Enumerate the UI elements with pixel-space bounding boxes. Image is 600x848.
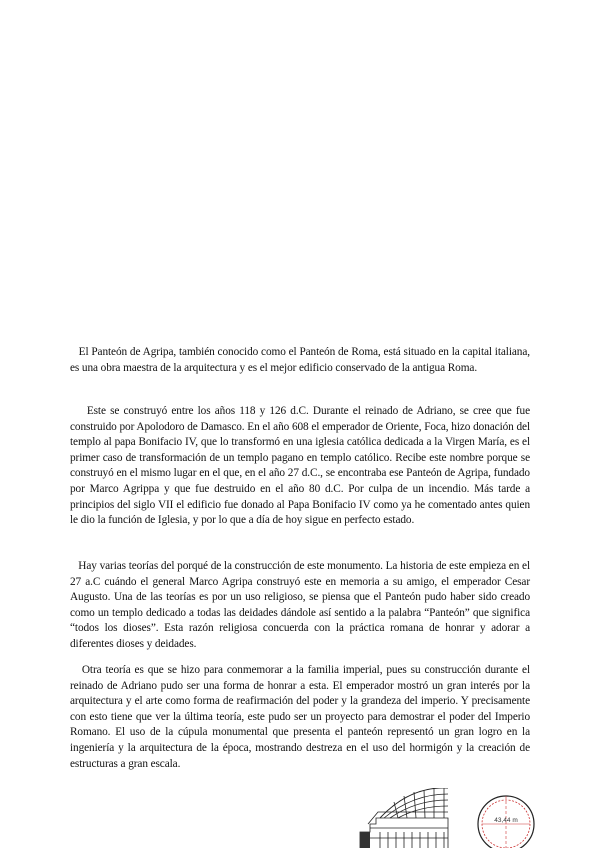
paragraph-history <box>70 404 530 529</box>
paragraph-text: Hay varias teorías del porqué de la construcción de este monumento. La historia de este empieza en el 27 a.C cuándo el general Marco Agripa construyó este en memoria a su amigo, el emperador Cesar Augusto. Una de las teorías es por un uso religioso, se piensa que el Panteón pudo haber sido creado como un templo dedicado a todas las deidades dándole así sentido a la palabra “Panteón” que significa “todos los dioses”. Esta razón religiosa concuerda con la práctica romana de honrar y adorar a diferentes dioses y deidades. <box>70 560 530 650</box>
portico-shadow <box>360 832 370 848</box>
circle-diagram <box>478 796 534 848</box>
paragraph-text: Este se construyó entre los años 118 y 126 d.C. Durante el reinado de Adriano, se cree que fue construido por Apolodoro de Damasco. En el año 608 el emperador de Oriente, Foca, hizo donación del templo al papa Bonifacio IV, que lo transformó en una iglesia católica dedicada a la Virgen María, es el primer caso de transformación de un templo pagano en templo católico. Recibe este nombre porque se construyó en el mismo lugar en el que, en el año 27 d.C., se encontraba ese Panteón de Agripa, fundado por Marco Agrippa y que fue destruido en el año 80 d.C. Por culpa de un incendio. Más tarde a principios del siglo VII el edificio fue donado al Papa Bonifacio IV como ya he comentado antes quien le dio la función de Iglesia, y por lo que a día de hoy sigue en perfecto estado. <box>70 405 530 527</box>
pantheon-section-drawing <box>360 788 448 848</box>
pantheon-illustration <box>358 788 538 848</box>
paragraph-text: El Panteón de Agripa, también conocido como el Panteón de Roma, está situado en la capital italiana, es una obra maestra de la arquitectura y es el mejor edificio conservado de la antigua Roma. <box>70 346 530 374</box>
diameter-label: 43,44 m <box>494 817 518 824</box>
paragraph-imperial-theory <box>70 663 530 772</box>
paragraph-theories <box>70 559 530 653</box>
paragraph-text: Otra teoría es que se hizo para conmemorar a la familia imperial, pues su construcción durante el reinado de Adriano pudo ser una forma de honrar a esta. El emperador mostró un gran interés por la arquitectura y el arte como forma de reafirmación del poder y la grandeza del imperio. Y precisamente con esto tiene que ver la última teoría, este pudo ser un proyecto para demostrar el poder del Imperio Romano. El uso de la cúpula monumental que presenta el panteón representó un gran logro en la ingeniería y la arquitectura de la época, mostrando destreza en el uso del hormigón y la creación de estructuras a gran escala. <box>70 664 530 770</box>
paragraph-introduction <box>70 345 530 376</box>
